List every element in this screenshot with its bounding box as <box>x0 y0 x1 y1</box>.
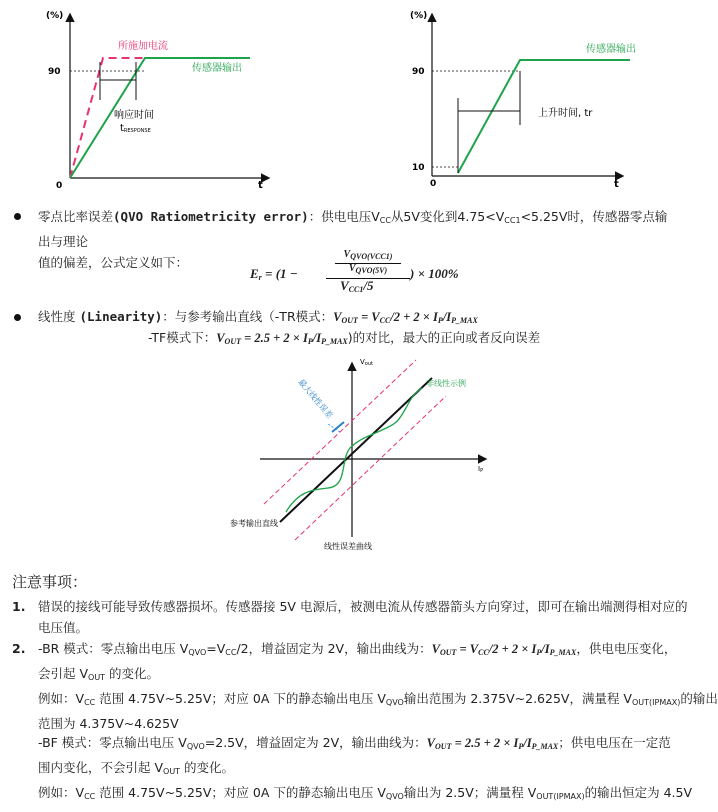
tf-prefix: -TF模式下： <box>148 330 217 345</box>
linearity-caption: 线性误差曲线 <box>324 542 372 551</box>
note-1-line2: 电压值。 <box>38 620 89 635</box>
nonlinear-label: 非线性示例 <box>426 379 466 388</box>
formula-tail: ) × 100% <box>410 266 459 281</box>
linearity-line2 <box>148 327 540 352</box>
fig3-x-label: IP <box>478 465 484 474</box>
response-time-label: 响应时间 <box>114 110 154 121</box>
response-time-symbol: tRESPONSE <box>120 123 151 134</box>
notes-heading: 注意事项： <box>12 573 88 591</box>
note-2-number: 2. <box>12 641 26 656</box>
fig2-sensor-output-label: 传感器输出 <box>586 44 636 55</box>
applied-current-curve <box>70 58 250 178</box>
max-error-label: 最大线性误差 <box>296 377 335 421</box>
qvo-desc-cc: CC <box>379 216 391 225</box>
formula-den: V <box>340 278 349 293</box>
formula-num-bot-sub: QVO(5V) <box>355 266 388 275</box>
qvo-term-en: (QVO Ratiometricity error) <box>113 209 309 224</box>
sensor-output-curve <box>70 58 250 178</box>
applied-current-label: 所施加电流 <box>118 41 168 52</box>
fig3-y-label: Vout <box>360 358 373 367</box>
note-1-number: 1. <box>12 599 26 614</box>
note-2-br: -BR 模式：零点输出电压 $V_{QVO}=V_{CC}/2$，增益固定为 2V，输出曲线为：$V_{OUT} = V_{CC}/2 + 2 \times I_P/I_{P\_MAX}$，供电电压变化， 会引起 $V_{OUT}$ 的变化。 例如：$V_{CC}$ 范围 4.75V~5.25V；对应 0A 下的静态输出电压 $V_{QVO}$输出范围为 2.375V~2.625V，满量程 $V_{OUT(IPMAX)}$的输出 范围为 4.375V~4.625V <box>38 641 718 731</box>
qvo-desc-cc1: CC1 <box>504 216 521 225</box>
qvo-desc-line2: 值的偏差，公式定义如下： <box>38 255 189 270</box>
linearity-term-cn: 线性度 <box>38 309 76 324</box>
linearity-error-chart <box>220 352 490 552</box>
fig1-y-unit: (%) <box>46 11 64 21</box>
tf-formula: $V_{OUT} = 2.5 + 2 \times I_P/I_{P\_MAX}$ <box>216 331 348 346</box>
note-1-text <box>38 596 688 638</box>
formula-den-tail: /5 <box>363 278 374 293</box>
fig1-x-label: t <box>258 180 263 191</box>
formula-lhs: E <box>250 266 259 281</box>
note-2-bf: -BF 模式：零点输出电压 $V_{QVO}=2.5V$，增益固定为 2V，输出曲线为：$V_{OUT} = 2.5 + 2 \times I_P/I_{P\_MAX}$；供电电压在一定范 围内变化，不会引起 $V_{OUT}$ 的变化。 例如：$V_{CC}$ 范围 4.75V~5.25V；对应 0A 下的静态输出电压 $V_{QVO}$输出为 2.5V；满量程 $V_{OUT(IPMAX)}$的输出恒定为 4.5V <box>38 735 693 801</box>
formula-lhs-sub: r <box>258 273 262 282</box>
qvo-desc-a: ：供电电压V <box>308 209 380 224</box>
reference-line-label: 参考输出直线 <box>230 519 278 528</box>
formula-num-top: V <box>343 249 351 260</box>
formula-eq: = (1 − <box>261 266 298 281</box>
tf-suffix: )的对比，最大的正向或者反向误差 <box>347 330 541 345</box>
linearity-desc-a: ：与参考输出直线（-TR模式： <box>162 309 334 324</box>
fig1-y90-label: 90 <box>48 67 61 77</box>
qvo-term-cn: 零点比率误差 <box>38 209 114 224</box>
lower-error-bound <box>295 396 446 540</box>
br-formula: $V_{OUT} = V_{CC}/2 + 2 \times I_P/I_{P\_MAX}$ <box>431 642 577 657</box>
bf-formula: $V_{OUT} = 2.5 + 2 \times I_P/I_{P\_MAX}$ <box>426 736 559 751</box>
formula-num-top-sub: QVO(VCC1) <box>350 252 393 261</box>
note-1-line1: 错误的接线可能导致传感器损坏。传感器接 5V 电源后，被测电流从传感器箭头方向穿过，即可在输出端测得相对应的 <box>38 599 688 614</box>
fig2-y-unit: (%) <box>410 11 428 21</box>
fig2-y90-label: 90 <box>412 67 425 77</box>
linearity-term-en: (Linearity) <box>79 309 163 324</box>
fig1-origin: 0 <box>56 181 63 191</box>
formula-den-sub: CC1 <box>348 285 364 294</box>
bullet-qvo <box>14 213 21 220</box>
fig2-origin: 0 <box>430 179 437 189</box>
tr-formula: $V_{OUT} = V_{CC}/2 + 2 \times I_P/I_{P\_MAX}$ <box>333 310 478 325</box>
qvo-desc-c: <5.25V时，传感器零点输出与理论 <box>38 209 668 249</box>
response-time-chart <box>0 0 300 200</box>
fig2-x-label: t <box>614 179 619 190</box>
reference-line <box>280 378 432 522</box>
bullet-linearity <box>14 314 21 321</box>
qvo-desc-b: 从5V变化到4.75<V <box>390 209 505 224</box>
fig1-sensor-output-label: 传感器输出 <box>192 63 242 74</box>
formula-num-bot: V <box>348 263 356 274</box>
rise-time-chart <box>400 0 691 200</box>
fig2-y10-label: 10 <box>412 163 425 173</box>
rise-time-label: 上升时间, tr <box>538 108 593 119</box>
